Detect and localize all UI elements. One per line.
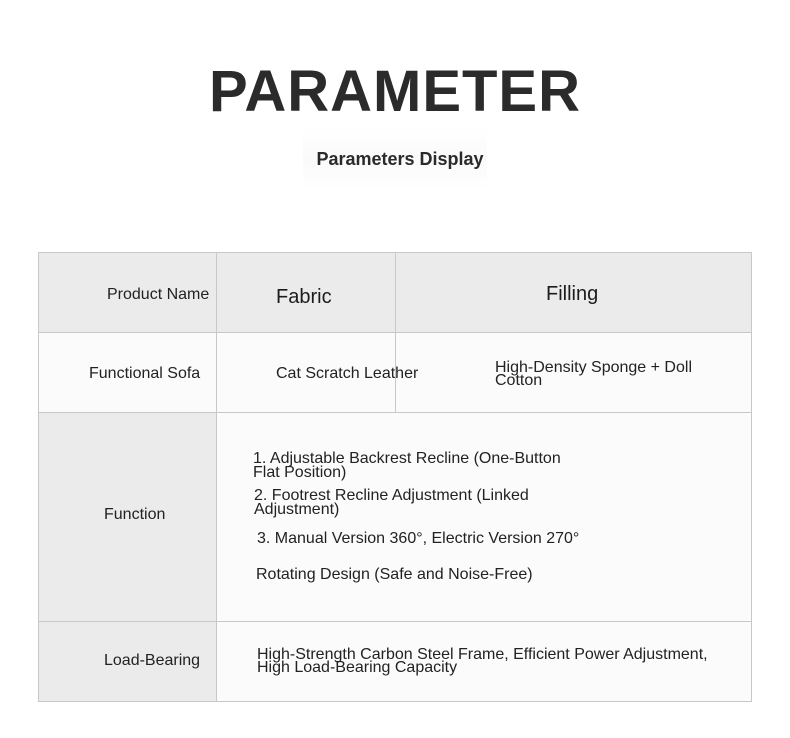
- header-fabric: Fabric: [276, 286, 332, 308]
- load-bearing-label: Load-Bearing: [104, 652, 201, 669]
- function-item-1-line-2: Flat Position): [253, 464, 347, 481]
- filling-value-line-1: High-Density Sponge + Doll: [495, 359, 692, 376]
- page-title: PARAMETER: [208, 59, 582, 124]
- load-bearing-value-line-2: High Load-Bearing Capacity: [257, 659, 458, 676]
- load-bearing-value-line-1: High-Strength Carbon Steel Frame, Efficient Power Adjustment,: [257, 646, 708, 663]
- header-product-name: Product Name: [107, 286, 210, 303]
- function-item-2-line-2: Adjustment): [254, 501, 340, 518]
- function-item-3-line-2: Rotating Design (Safe and Noise-Free): [256, 566, 533, 583]
- row-divider: [39, 332, 751, 333]
- function-item-2-line-1: 2. Footrest Recline Adjustment (Linked: [254, 487, 529, 504]
- row-divider: [39, 621, 751, 622]
- row-divider: [39, 412, 751, 413]
- filling-value-line-2: Cotton: [495, 372, 543, 389]
- page-subtitle: Parameters Display: [316, 149, 484, 169]
- parameter-table: [38, 252, 752, 702]
- function-label: Function: [104, 506, 166, 523]
- fabric-value: Cat Scratch Leather: [276, 365, 419, 382]
- header-filling: Filling: [546, 283, 599, 305]
- function-item-1-line-1: 1. Adjustable Backrest Recline (One-Button: [253, 450, 561, 467]
- product-name-value: Functional Sofa: [89, 365, 201, 382]
- column-divider: [216, 253, 217, 701]
- function-item-3-line-1: 3. Manual Version 360°, Electric Version 270°: [257, 530, 580, 547]
